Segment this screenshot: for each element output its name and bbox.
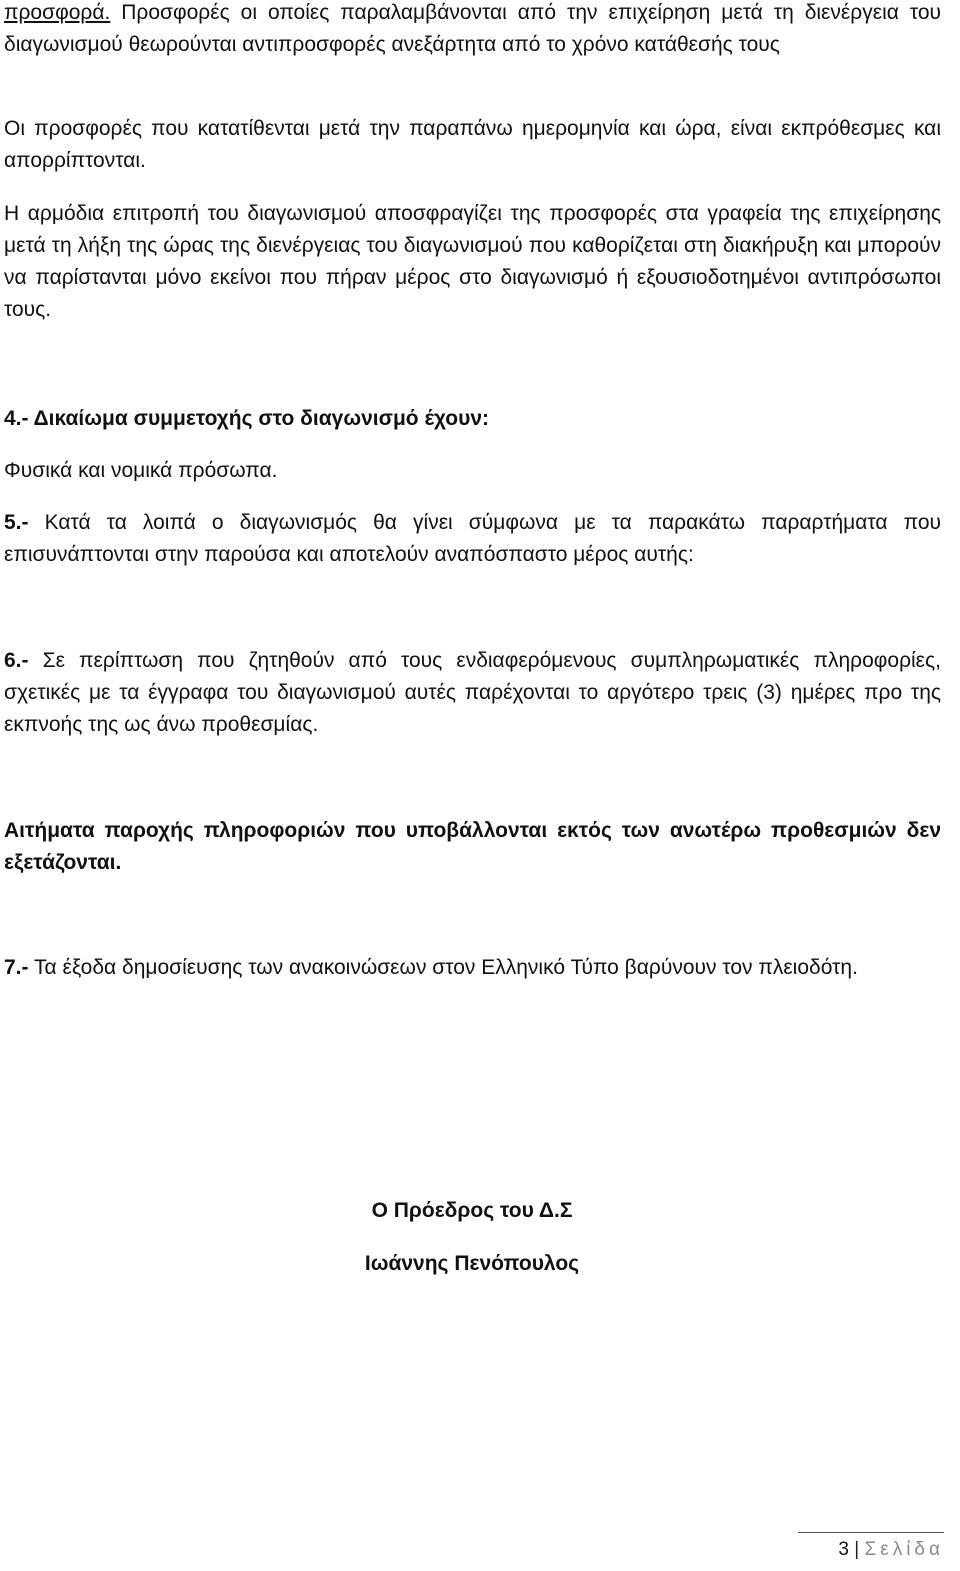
section-4-text: Φυσικά και νομικά πρόσωπα.	[4, 459, 278, 482]
section-6-text: Σε περίπτωση που ζητηθούν από τους ενδιαφερόμενους συμπληρωματικές πληροφορίες, σχετικές με τα έγγραφα του διαγωνισμού αυτές παρέχονται το αργότερο τρεις (3) ημέρες προ της εκπνοής της ως άνω προθεσμίας.	[4, 649, 941, 736]
section-6	[4, 645, 941, 741]
paragraph-expired-offers: Οι προσφορές που κατατίθενται μετά την παραπάνω ημερομηνία και ώρα, είναι εκπρόθεσμες και απορρίπτονται.	[4, 117, 941, 172]
section-6-number: 6.-	[4, 649, 29, 672]
section-5-number: 5.-	[4, 511, 29, 534]
page-number: 3	[838, 1539, 849, 1560]
page-word: Σελίδα	[864, 1539, 944, 1560]
footer-divider	[798, 1532, 944, 1533]
section-7-text: Τα έξοδα δημοσίευσης των ανακοινώσεων στον Ελληνικό Τύπο βαρύνουν τον πλειοδότη.	[28, 956, 858, 979]
section-5	[4, 507, 941, 571]
signature-name: Ιωάννης Πενόπουλος	[364, 1252, 580, 1275]
underlined-word: προσφορά.	[4, 1, 111, 24]
paragraph-committee: Η αρμόδια επιτροπή του διαγωνισμού αποσφραγίζει της προσφορές στα γραφεία της επιχείρησης μετά τη λήξη της ώρας της διενέργειας του διαγωνισμού που καθορίζεται στη διακήρυξη και μπορούν να παρίστανται μόνο εκείνοι που πήραν μέρος στο διαγωνισμό ή εξουσιοδοτημένοι αντιπρόσωποι τους.	[4, 202, 941, 321]
paragraph-text: Προσφορές οι οποίες παραλαμβάνονται από την επιχείρηση μετά τη διενέργεια του διαγωνισμού θεωρούνται αντιπροσφορές ανεξάρτητα από το χρόνο κατάθεσής τους	[4, 1, 941, 56]
page-footer	[798, 1536, 944, 1564]
notice-bold: Αιτήματα παροχής πληροφοριών που υποβάλλονται εκτός των ανωτέρω προθεσμιών δεν εξετάζονται.	[4, 819, 941, 874]
section-7-number: 7.-	[4, 956, 29, 979]
section-7	[4, 952, 941, 984]
paragraph-late-offers	[4, 0, 941, 61]
section-4-heading: 4.- Δικαίωμα συμμετοχής στο διαγωνισμό έχουν:	[4, 407, 489, 430]
signature-title: Ο Πρόεδρος του Δ.Σ	[371, 1199, 573, 1222]
footer-separator: |	[854, 1539, 860, 1560]
section-5-text: Κατά τα λοιπά ο διαγωνισμός θα γίνει σύμφωνα με τα παρακάτω παραρτήματα που επισυνάπτονται στην παρούσα και αποτελούν αναπόσπαστο μέρος αυτής:	[4, 511, 941, 566]
